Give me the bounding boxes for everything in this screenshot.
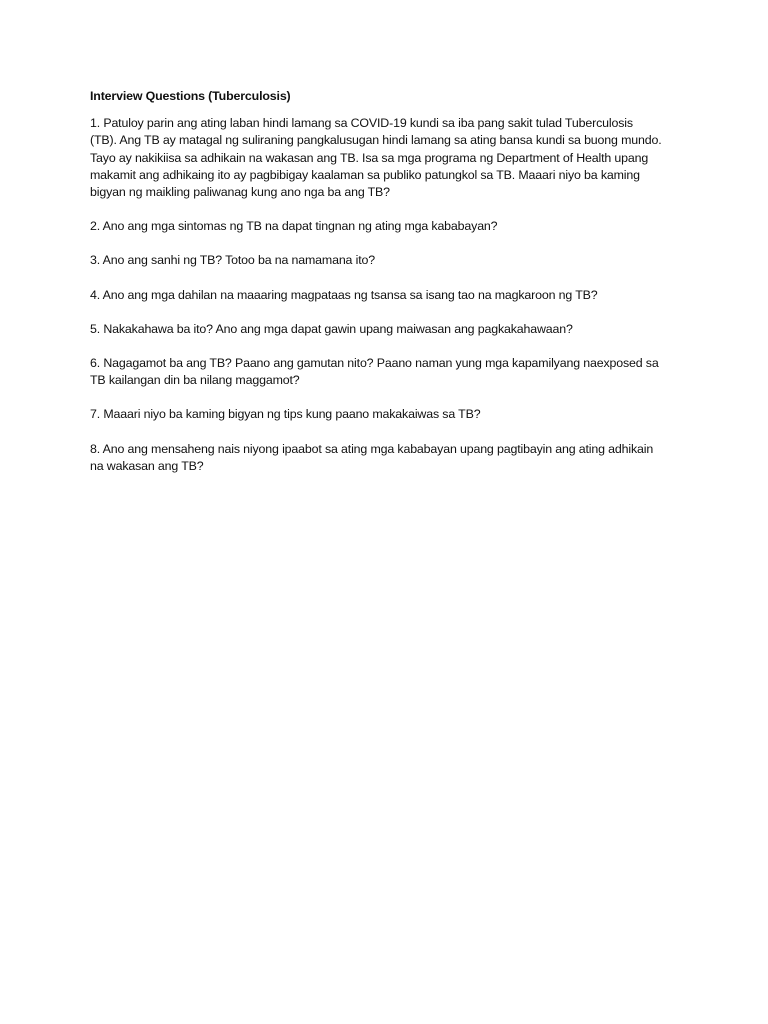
question-line: makamit ang adhikaing ito ay pagbibigay kaalaman sa publiko patungkol sa TB. Maaari niyo ba kaming: [90, 167, 640, 182]
question-6: [90, 355, 690, 389]
question-7: [90, 406, 690, 423]
question-line: Tayo ay nakikiisa sa adhikain na wakasan ang TB. Isa sa mga programa ng Department of Health upang: [90, 150, 649, 165]
document-page: [90, 88, 690, 492]
document-title: Interview Questions (Tuberculosis): [90, 89, 291, 103]
question-4: [90, 287, 690, 304]
question-list: [90, 115, 690, 475]
question-2: [90, 218, 690, 235]
question-line: 5. Nakakahawa ba ito? Ano ang mga dapat gawin upang maiwasan ang pagkakahawaan?: [90, 321, 573, 336]
question-line: 1. Patuloy parin ang ating laban hindi lamang sa COVID-19 kundi sa iba pang sakit tulad Tuberculosis: [90, 116, 633, 131]
question-line: 6. Nagagamot ba ang TB? Paano ang gamutan nito? Paano naman yung mga kapamilyang naexposed sa: [90, 356, 659, 371]
question-5: [90, 321, 690, 338]
question-3: [90, 252, 690, 269]
question-line: (TB). Ang TB ay matagal ng suliraning pangkalusugan hindi lamang sa ating bansa kundi sa buong mundo.: [90, 133, 662, 148]
question-line: 4. Ano ang mga dahilan na maaaring magpataas ng tsansa sa isang tao na magkaroon ng TB?: [90, 287, 598, 302]
question-1: [90, 115, 690, 201]
question-line: 3. Ano ang sanhi ng TB? Totoo ba na namamana ito?: [90, 253, 375, 268]
question-line: 8. Ano ang mensaheng nais niyong ipaabot sa ating mga kababayan upang pagtibayin ang ating adhikain: [90, 441, 654, 456]
question-line: 7. Maaari niyo ba kaming bigyan ng tips kung paano makakaiwas sa TB?: [90, 407, 481, 422]
question-line: bigyan ng maikling paliwanag kung ano nga ba ang TB?: [90, 185, 390, 200]
question-line: 2. Ano ang mga sintomas ng TB na dapat tingnan ng ating mga kababayan?: [90, 219, 498, 234]
question-8: [90, 441, 690, 475]
question-line: na wakasan ang TB?: [90, 458, 204, 473]
question-line: TB kailangan din ba nilang maggamot?: [90, 373, 300, 388]
